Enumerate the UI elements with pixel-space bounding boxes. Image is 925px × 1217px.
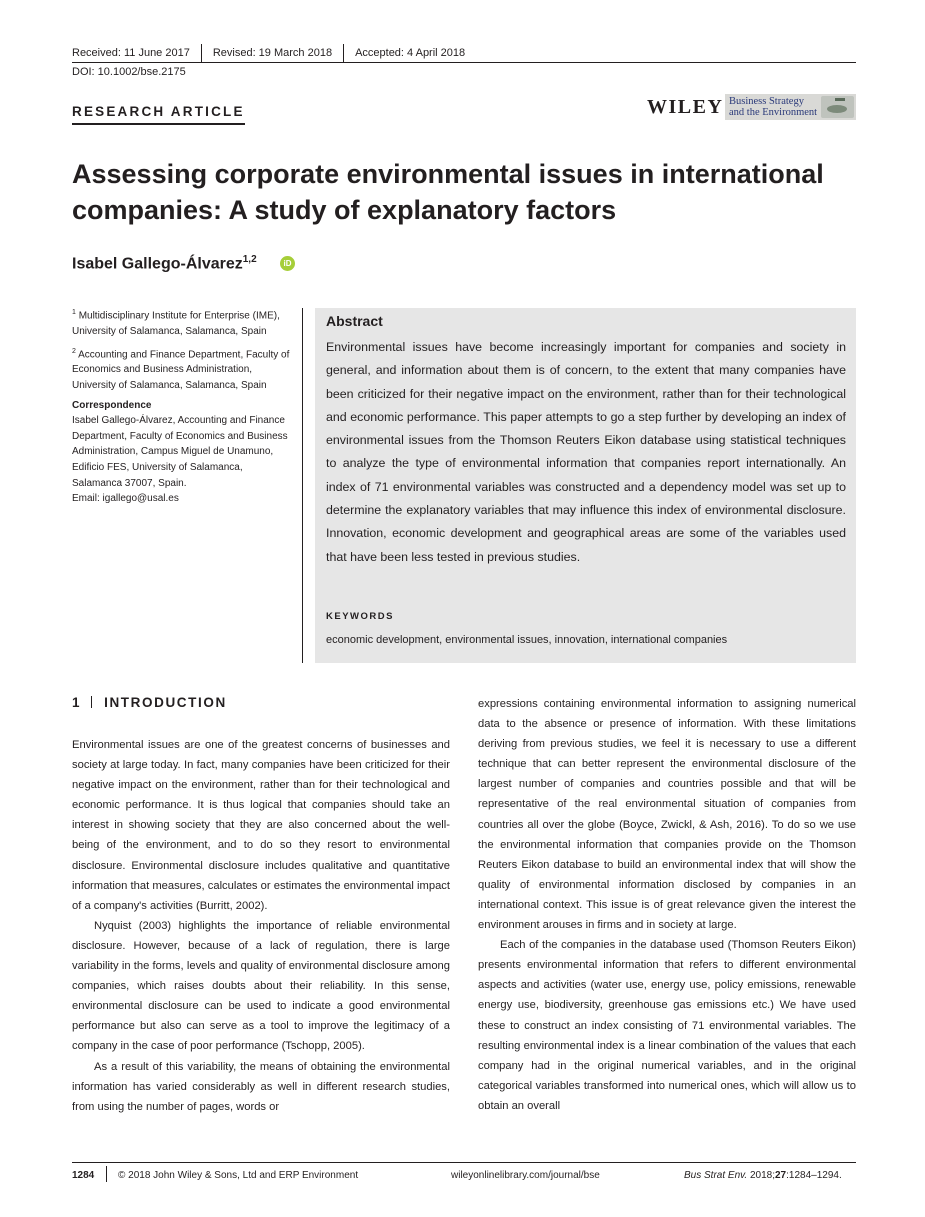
keywords: economic development, environmental issues, innovation, international companies	[326, 634, 728, 646]
section-heading	[72, 695, 227, 710]
correspondence-address: Isabel Gallego-Álvarez, Accounting and Finance Department, Faculty of Economics and Business Administration, Campus Miguel de Unamuno, Edificio FES, University of Salamanca, Salamanca 37007, Spain.	[72, 415, 288, 489]
journal-logo-text: Business Strategy and the Environment	[729, 96, 818, 118]
copyright: © 2018 John Wiley & Sons, Ltd and ERP Environment	[118, 1170, 359, 1181]
correspondence-heading: Correspondence	[72, 399, 152, 411]
journal-url[interactable]: wileyonlinelibrary.com/journal/bse	[451, 1170, 600, 1181]
paragraph: expressions containing environmental information to assigning numerical data to the absence or presence of information. With these limitations deriving from previous studies, we feel it is necessary to use a different technique that can better represent the environmental disclosure of the largest number of companies and countries possible and that will be representative of the real environmental situation of companies from countries all over the globe (Boyce, Zwickl, & Ash, 2016). To do so we use the environmental information that companies provide on the Thomson Reuters Eikon database to build an environmental index that will show the quality of environmental information disclosed by companies in an international context. This issue is of great relevance given the interest the environment arouses in firms and in society at large.	[478, 698, 856, 932]
footer-separator	[106, 1166, 107, 1182]
paragraph: Each of the companies in the database used (Thomson Reuters Eikon) presents environmental information that refers to different environmental aspects and activities (water use, energy use, policy emissions, renewable energy use, biodiversity, greenhouse gas emissions etc.) We have used these to construct an index consisting of 71 environmental variables. The resulting environmental index is a linear combination of the values that each company had in the original numerical variables, and in the original categorical variables transformed into numerical ones, which will allow us to obtain an overall	[478, 939, 856, 1112]
affiliation-1: $^1$ Multidisciplinary Institute for Enterprise (IME), University of Salamanca, Salamanca, Spain	[72, 309, 280, 337]
revised-date: Revised: 19 March 2018	[212, 47, 333, 59]
author-affiliation-sup: 1,2	[242, 254, 257, 265]
body-column-right	[478, 694, 856, 1116]
orcid-icon[interactable]: iD	[280, 256, 295, 271]
article-type: RESEARCH ARTICLE	[72, 104, 245, 125]
column-divider	[302, 308, 303, 663]
keywords-heading: KEYWORDS	[326, 611, 394, 622]
article-title: Assessing corporate environmental issues in international companies: A study of explanatory factors	[72, 159, 824, 225]
affiliation-2: $^2$ Accounting and Finance Department, Faculty of Economics and Business Administration, University of Salamanca, Salamanca, Spain	[72, 347, 290, 392]
page-number: 1284	[72, 1170, 95, 1181]
affiliations	[72, 305, 294, 507]
publication-dates	[72, 44, 465, 62]
received-date: Received: 11 June 2017	[72, 47, 190, 59]
abstract-text: Environmental issues have become increasingly important for companies and society in general, and information about them is of concern, to the extent that many companies have been criticized for their negative impact on the environment, rather than for their technological and economic performance. This paper attempts to go a step further by developing an index of environmental issues from the Thomson Reuters Eikon database using statistical techniques to analyze the type of environmental information that companies report internationally. An index of 71 environmental variables was constructed and a dependency model was set up to determine the explanatory variables that may influence this index of environmental disclosure. Innovation, economic development and geographical areas are some of the variables used that have been less tested in previous studies.	[326, 340, 846, 564]
date-separator	[343, 44, 344, 62]
section-heading-bar	[91, 696, 92, 708]
paragraph: As a result of this variability, the means of obtaining the environmental information has varied considerably as well in different research studies, from using the number of pages, words or	[72, 1060, 450, 1113]
header-divider	[72, 62, 856, 63]
author-name: Isabel Gallego-Álvarez$^{1,2}$	[72, 254, 257, 273]
accepted-date: Accepted: 4 April 2018	[355, 47, 466, 59]
section-title: INTRODUCTION	[104, 695, 227, 710]
publisher-logo: WILEY	[647, 96, 724, 118]
journal-logo	[725, 94, 856, 120]
doi[interactable]: DOI: 10.1002/bse.2175	[72, 66, 186, 78]
section-number: 1	[72, 695, 82, 710]
correspondence-email[interactable]: Email: igallego@usal.es	[72, 493, 179, 505]
abstract-box	[315, 308, 856, 663]
paragraph: Environmental issues are one of the greatest concerns of businesses and society at large today. In fact, many companies have been criticized for their negative impact on the environment, rather than for their technological and economic performance. It is thus logical that companies should take an interest in showing society that they are also concerned about the well-being of the environment, and to do so they resort to environmental disclosure. Environmental disclosure includes qualitative and quantitative information that measures, calculates or estimates the environmental impact of a company's activities (Burritt, 2002).	[72, 739, 450, 912]
paragraph: Nyquist (2003) highlights the importance of reliable environmental disclosure. However, because of a lack of regulation, there is large variability in the forms, levels and quality of environmental disclosure among companies, which raises doubts about their reliability. In this sense, environmental disclosure can be used to indicate a good environmental performance but also can serve as a tool to improve the legitimacy of a company in the case of poor performance (Tschopp, 2005).	[72, 919, 450, 1053]
body-column-left	[72, 735, 450, 1117]
journal-logo-emblem-icon	[821, 96, 854, 118]
abstract-heading: Abstract	[326, 313, 383, 329]
footer-divider	[72, 1162, 856, 1163]
date-separator	[201, 44, 202, 62]
citation: Bus Strat Env. 2018;27:1284–1294.	[684, 1170, 842, 1181]
